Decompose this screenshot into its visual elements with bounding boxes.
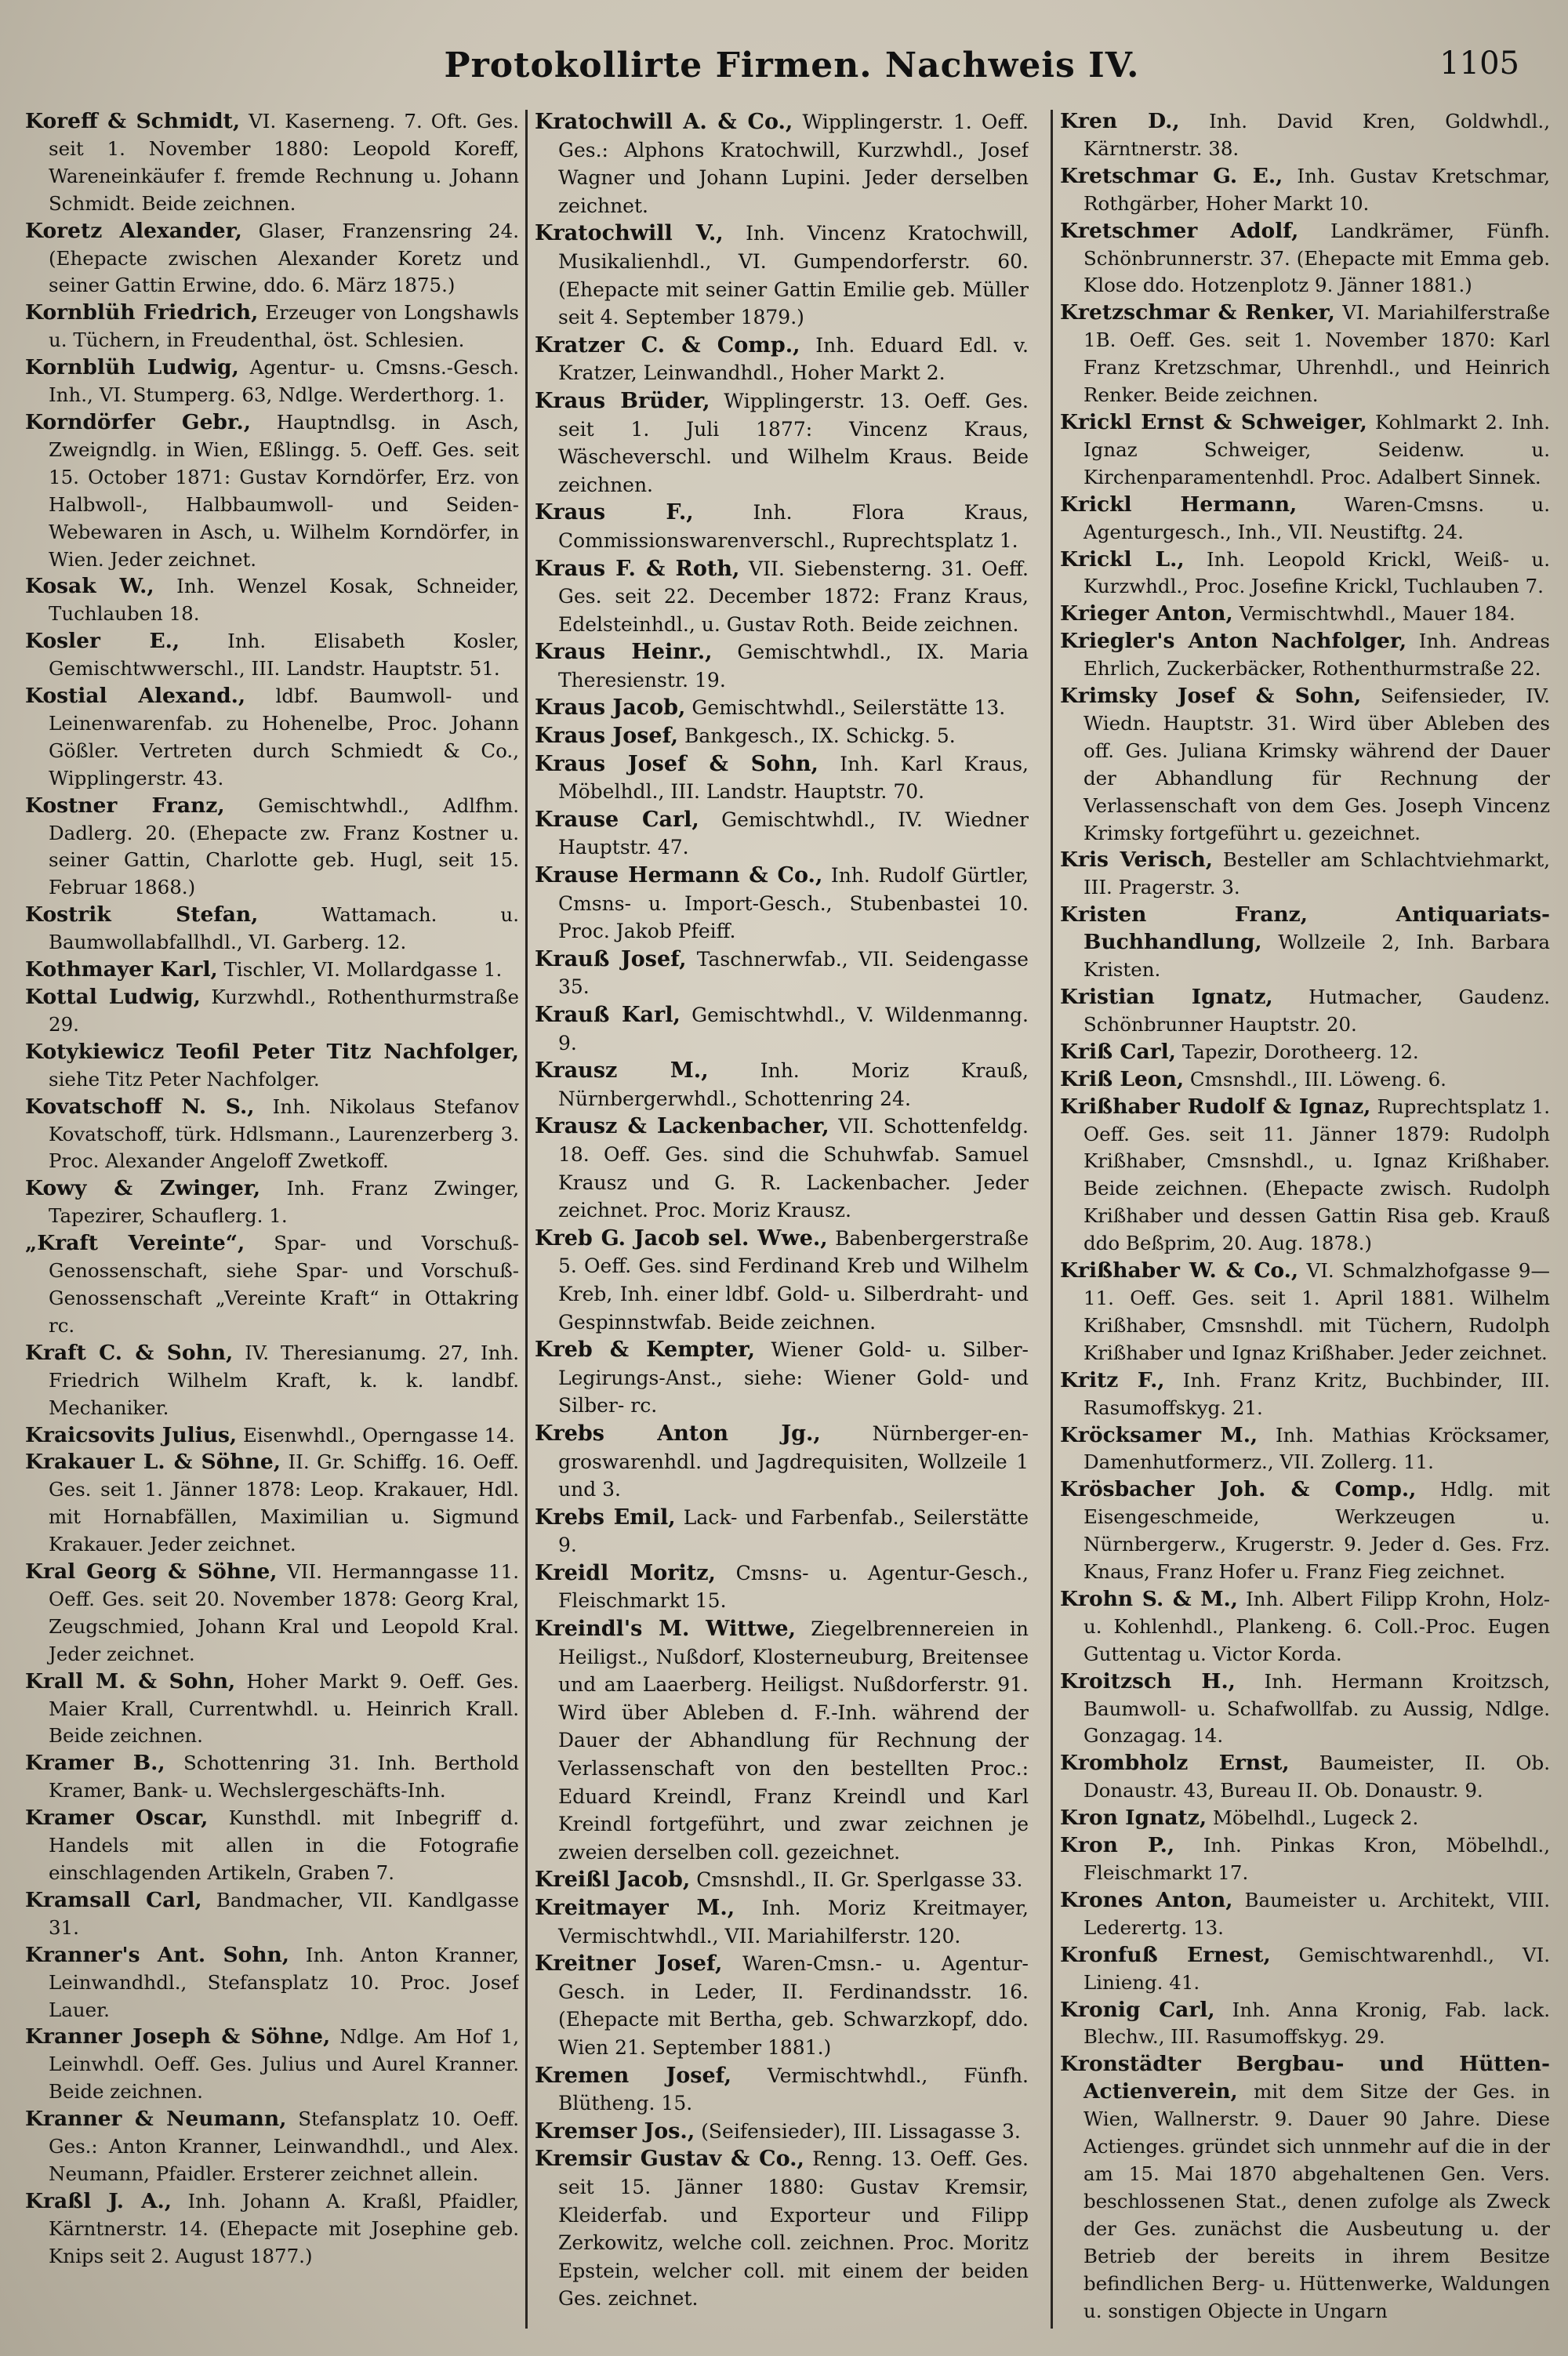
firm-name: Kovatschoff N. S., xyxy=(25,1094,255,1119)
firm-name: Kriß Carl, xyxy=(1060,1039,1176,1064)
firm-name: Krißhaber W. & Co., xyxy=(1060,1258,1299,1283)
firm-name: Kratzer C. & Comp., xyxy=(535,332,800,358)
directory-entry xyxy=(1060,1887,1550,1942)
entry-text: Taschnerwfab., VII. Seidengasse 35. xyxy=(558,947,1029,999)
entry-text: Inh. Wenzel Kosak, Schneider, Tuchlauben 18. xyxy=(49,575,519,626)
directory-entry xyxy=(535,1225,1029,1336)
directory-entry xyxy=(535,387,1029,499)
entry-text: Gemischtwhdl., IV. Wiedner Hauptstr. 47. xyxy=(558,808,1029,859)
page-title: Protokollirte Firmen. Nachweis IV. xyxy=(444,45,1140,85)
entry-text: Ruprechtsplatz 1. Oeff. Ges. seit 11. Jänner 1879: Rudolph Krißhaber, Cmsnshdl., u. Ignaz Krißhaber. Beide zeichnen. (Ehepacte zwisch. Rudolph Krißhaber und dessen Gattin Risa geb. Krauß ddo Beßprim, 20. Aug. 1878.) xyxy=(1083,1095,1550,1255)
directory-entry xyxy=(535,108,1029,220)
directory-entry xyxy=(535,2145,1029,2313)
firm-name: Krickl Ernst & Schweiger, xyxy=(1060,409,1367,434)
directory-entry xyxy=(25,2106,519,2188)
firm-name: Kraus Heinr., xyxy=(535,640,713,665)
entry-text: VII. Siebensterng. 31. Oeff. Ges. seit 22. December 1872: Franz Kraus, Edelsteinhdl., u. Gustav Roth. Beide zeichnen. xyxy=(558,557,1029,636)
firm-name: Kramsall Carl, xyxy=(25,1887,202,1912)
directory-entry xyxy=(1060,1039,1550,1066)
directory-entry xyxy=(25,1340,519,1422)
firm-name: Kraft C. & Sohn, xyxy=(25,1340,234,1365)
firm-name: Kramer Oscar, xyxy=(25,1806,209,1831)
firm-name: Kral Georg & Söhne, xyxy=(25,1559,278,1585)
entry-text: Cmsns- u. Agentur-Gesch., Fleischmarkt 15. xyxy=(558,1561,1029,1613)
page-header xyxy=(0,45,1568,100)
entry-text: Inh. Vincenz Kratochwill, Musikalienhdl., VI. Gumpendorferstr. 60. (Ehepacte mit seiner Gattin Emilie geb. Müller seit 4. September 1879.) xyxy=(558,222,1029,329)
firm-name: Kretzschmar & Renker, xyxy=(1060,300,1335,325)
firm-name: Kristen Franz, Antiquariats-Buchhandlung, xyxy=(1060,902,1550,955)
directory-entry xyxy=(25,108,519,218)
entry-text: Hdlg. mit Eisengeschmeide, Werkzeugen u. Nürnbergerw., Krugerstr. 9. Jeder d. Ges. Frz. Knaus, Franz Hofer u. Franz Fieg zeichnet. xyxy=(1083,1478,1550,1584)
directory-entry xyxy=(1060,1094,1550,1258)
directory-entry xyxy=(25,1230,519,1340)
directory-entry xyxy=(535,220,1029,331)
firm-name: Kotykiewicz Teofil Peter Titz Nachfolger, xyxy=(25,1039,519,1064)
entry-text: Wiener Gold- u. Silber-Legirungs-Anst., siehe: Wiener Gold- und Silber- rc. xyxy=(558,1338,1029,1418)
firm-name: Krimsky Josef & Sohn, xyxy=(1060,684,1362,709)
entry-text: Vermischtwhdl., Mauer 184. xyxy=(1232,602,1515,626)
directory-entry xyxy=(535,1113,1029,1224)
directory-entry xyxy=(1060,163,1550,218)
entry-text: Tischler, VI. Mollardgasse 1. xyxy=(217,958,503,982)
entry-text: II. Gr. Schiffg. 16. Oeff. Ges. seit 1. Jänner 1878: Leop. Krakauer, Hdl. mit Hornabfällen, Maximilian u. Sigmund Krakauer. Jeder zeichnet. xyxy=(49,1450,519,1556)
firm-name: Kranner & Neumann, xyxy=(25,2107,287,2132)
directory-entry xyxy=(535,555,1029,639)
firm-name: Kron P., xyxy=(1060,1833,1175,1858)
directory-entry xyxy=(1060,1422,1550,1477)
directory-entry xyxy=(1060,1586,1550,1668)
directory-entry xyxy=(25,957,519,984)
entry-text: Inh. David Kren, Goldwhdl., Kärntnerstr. 38. xyxy=(1083,110,1550,160)
firm-name: Kritz F., xyxy=(1060,1367,1165,1392)
entry-text: Landkrämer, Fünfh. Schönbrunnerstr. 37. (Ehepacte mit Emma geb. Klose ddo. Hotzenplotz 9. Jänner 1881.) xyxy=(1083,219,1550,297)
directory-entry xyxy=(25,409,519,573)
firm-name: Kronstädter Bergbau- und Hütten-Actienverein, xyxy=(1060,2052,1550,2104)
firm-name: Kraus F. & Roth, xyxy=(535,556,740,581)
entry-text: Gemischtwhdl., V. Wildenmanng. 9. xyxy=(558,1004,1029,1055)
directory-entry xyxy=(535,2062,1029,2118)
firm-name: Krausz M., xyxy=(535,1058,709,1084)
entry-text: VI. Schmalzhofgasse 9—11. Oeff. Ges. seit 1. April 1881. Wilhelm Krißhaber, Cmsnshdl. mit Tüchern, Rudolph Krißhaber und Ignaz Krißhaber. Jeder zeichnet. xyxy=(1083,1259,1550,1364)
firm-name: Kren D., xyxy=(1060,109,1180,133)
entry-text: Waren-Cmsns. u. Agenturgesch., Inh., VII. Neustiftg. 24. xyxy=(1083,492,1550,543)
entry-text: Tapezir, Dorotheerg. 12. xyxy=(1175,1040,1419,1063)
entry-text: Inh. Gustav Kretschmar, Rothgärber, Hoher Markt 10. xyxy=(1083,164,1550,215)
entry-text: Baumeister u. Architekt, VIII. Lederertg. 13. xyxy=(1083,1888,1550,1939)
firm-name: Kreb & Kempter, xyxy=(535,1338,755,1363)
entry-text: Nürnberger-en-groswarenhdl. und Jagdrequisiten, Wollzeile 1 und 3. xyxy=(558,1421,1029,1501)
firm-name: Kröcksamer M., xyxy=(1060,1422,1258,1447)
firm-name: Kris Verisch, xyxy=(1060,848,1213,873)
firm-name: Kriß Leon, xyxy=(1060,1066,1185,1091)
entry-text: Cmsnshdl., II. Gr. Sperlgasse 33. xyxy=(690,1868,1023,1892)
entry-text: Gemischtwarenhdl., VI. Linieng. 41. xyxy=(1083,1943,1550,1994)
firm-name: Kraßl J. A., xyxy=(25,2188,172,2213)
entry-text: Inh. Elisabeth Kosler, Gemischtwwerschl., III. Landstr. Hauptstr. 51. xyxy=(49,630,519,681)
directory-entry xyxy=(535,499,1029,554)
entry-text: Stefansplatz 10. Oeff. Ges.: Anton Kranner, Leinwandhdl., und Alex. Neumann, Pfaidler. Ersterer zeichnet allein. xyxy=(49,2107,519,2185)
firm-name: Krickl L., xyxy=(1060,546,1185,572)
directory-entry xyxy=(535,332,1029,387)
firm-name: Kosak W., xyxy=(25,574,154,599)
directory-entry xyxy=(535,1504,1029,1559)
directory-entry xyxy=(1060,902,1550,984)
firm-name: Krebs Emil, xyxy=(535,1505,676,1530)
entry-text: Besteller am Schlachtviehmarkt, III. Pragerstr. 3. xyxy=(1083,848,1550,899)
directory-entry xyxy=(25,2024,519,2106)
directory-entry xyxy=(25,2188,519,2271)
directory-entry xyxy=(535,1420,1029,1504)
firm-name: Krauß Josef, xyxy=(535,946,687,971)
entry-text: Babenbergerstraße 5. Oeff. Ges. sind Ferdinand Kreb und Wilhelm Kreb, Inh. einer ldbf. Gold- u. Silberdraht- und Gespinnstwfab. Beide zeichnen. xyxy=(558,1226,1029,1334)
directory-entry xyxy=(1060,847,1550,902)
entry-text: VI. Mariahilferstraße 1B. Oeff. Ges. seit 1. November 1870: Karl Franz Kretzschmar, Uhrenhdl., und Heinrich Renker. Beide zeichnen. xyxy=(1083,301,1550,407)
directory-entry xyxy=(25,1559,519,1668)
directory-entry xyxy=(25,354,519,409)
directory-entry xyxy=(535,750,1029,806)
column-middle xyxy=(535,108,1029,2335)
firm-name: Kreb G. Jacob sel. Wwe., xyxy=(535,1225,828,1251)
firm-name: Kranner Joseph & Söhne, xyxy=(25,2024,331,2049)
entry-text: Waren-Cmsn.- u. Agentur-Gesch. in Leder, II. Ferdinandsstr. 16. (Ehepacte mit Bertha, geb. Schwarzkopf, ddo. Wien 21. September 1881.) xyxy=(558,1952,1029,2059)
firm-name: Krausz & Lackenbacher, xyxy=(535,1114,829,1139)
entry-text: Schottenring 31. Inh. Berthold Kramer, Bank- u. Wechslergeschäfts-Inh. xyxy=(49,1752,519,1802)
firm-name: Krauß Karl, xyxy=(535,1003,681,1027)
entry-text: Inh. Moriz Kreitmayer, Vermischtwhdl., VII. Mariahilferstr. 120. xyxy=(558,1897,1029,1948)
firm-name: Kowy & Zwinger, xyxy=(25,1176,261,1201)
entry-text: Gemischtwhdl., IX. Maria Theresienstr. 19. xyxy=(558,641,1029,692)
entry-text: Spar- und Vorschuß-Genossenschaft, siehe Spar- und Vorschuß-Genossenschaft „Vereinte Kraft“ in Ottakring rc. xyxy=(49,1232,519,1337)
page-number: 1105 xyxy=(1439,45,1519,82)
directory-entry xyxy=(25,1422,519,1450)
directory-entry xyxy=(535,1894,1029,1950)
firm-name: Krause Carl, xyxy=(535,807,699,832)
firm-name: Kostner Franz, xyxy=(25,793,225,818)
directory-entry xyxy=(1060,1997,1550,2052)
entry-text: Lack- und Farbenfab., Seilerstätte 9. xyxy=(558,1505,1029,1557)
column-divider xyxy=(1051,110,1053,2329)
firm-name: Kreidl Moritz, xyxy=(535,1560,716,1585)
directory-entry xyxy=(1060,2051,1550,2325)
entry-text: Baumeister, II. Ob. Donaustr. 43, Bureau II. Ob. Donaustr. 9. xyxy=(1083,1752,1550,1802)
directory-entry xyxy=(25,299,519,354)
firm-name: Kraus Brüder, xyxy=(535,388,710,413)
entry-text: Inh. Hermann Kroitzsch, Baumwoll- u. Schafwollfab. zu Aussig, Ndlge. Gonzagag. 14. xyxy=(1083,1669,1550,1748)
entry-text: Hutmacher, Gaudenz. Schönbrunner Hauptstr. 20. xyxy=(1083,986,1550,1036)
entry-text: Möbelhdl., Lugeck 2. xyxy=(1207,1806,1419,1830)
firm-name: Krombholz Ernst, xyxy=(1060,1751,1290,1776)
directory-entry xyxy=(1060,492,1550,546)
directory-entry xyxy=(1060,683,1550,847)
firm-name: Krickl Hermann, xyxy=(1060,492,1298,517)
entry-text: Gemischtwhdl., Seilerstätte 13. xyxy=(685,696,1006,720)
entry-text: Inh. Rudolf Gürtler, Cmsns- u. Import-Gesch., Stubenbastei 10. Proc. Jakob Pfeiff. xyxy=(558,864,1029,943)
firm-name: Koretz Alexander, xyxy=(25,218,242,243)
directory-entry xyxy=(1060,1476,1550,1586)
firm-name: Kornblüh Ludwig, xyxy=(25,355,239,380)
entry-text: Wattamach. u. Baumwollabfallhdl., VI. Garberg. 12. xyxy=(49,903,519,954)
directory-entry xyxy=(25,1668,519,1751)
firm-name: Krißhaber Rudolf & Ignaz, xyxy=(1060,1094,1371,1119)
entry-text: siehe Titz Peter Nachfolger. xyxy=(49,1067,320,1091)
entry-text: Inh. Franz Zwinger, Tapezirer, Schauflerg. 1. xyxy=(49,1177,519,1228)
directory-entry xyxy=(25,984,519,1039)
directory-entry xyxy=(25,628,519,683)
entry-text: Ziegelbrennereien in Heiligst., Nußdorf, Klosterneuburg, Breitensee und am Laaerberg. Heiligst. Nußdorferstr. 91. Wird über Ableben d. F.-Inh. während der Dauer der Abhandlung für Rechnung der Verlassenschaft von den bestellten Proc.: Eduard Kreindl, Franz Kreindl und Karl Kreindl fortgeführt, und zwar zeichnen je zweien derselben coll. gezeichnet. xyxy=(558,1617,1029,1864)
directory-entry xyxy=(25,1449,519,1559)
column-right xyxy=(1060,108,1550,2335)
firm-name: Krebs Anton Jg., xyxy=(535,1421,821,1446)
entry-text: Kurzwhdl., Rothenthurmstraße 29. xyxy=(49,986,519,1036)
directory-entry xyxy=(25,573,519,628)
firm-name: Krause Hermann & Co., xyxy=(535,863,823,888)
firm-name: Kraus Josef & Sohn, xyxy=(535,751,818,776)
directory-entry xyxy=(535,1615,1029,1866)
directory-entry xyxy=(25,1175,519,1230)
directory-entry xyxy=(1060,218,1550,300)
directory-entry xyxy=(25,218,519,300)
firm-name: Kriegler's Anton Nachfolger, xyxy=(1060,629,1407,654)
directory-entry xyxy=(25,902,519,957)
entry-text: Gemischtwhdl., Adlfhm. Dadlerg. 20. (Ehepacte zw. Franz Kostner u. seiner Gattin, Charlotte geb. Hugl, seit 15. Februar 1868.) xyxy=(49,793,519,899)
firm-name: Kronfuß Ernest, xyxy=(1060,1942,1271,1967)
firm-name: Kottal Ludwig, xyxy=(25,985,201,1009)
firm-name: Kraus Josef, xyxy=(535,724,679,749)
entry-text: Eisenwhdl., Operngasse 14. xyxy=(237,1423,515,1447)
entry-text: VII. Schottenfeldg. 18. Oeff. Ges. sind die Schuhwfab. Samuel Krausz und G. R. Lackenbacher. Jeder zeichnet. Proc. Moriz Krausz. xyxy=(558,1115,1029,1222)
firm-name: Kroitzsch H., xyxy=(1060,1668,1236,1693)
entry-text: Inh. Albert Filipp Krohn, Holz- u. Kohlenhdl., Plankeng. 6. Coll.-Proc. Eugen Guttentag u. Victor Korda. xyxy=(1083,1587,1550,1665)
firm-name: Kremser Jos., xyxy=(535,2118,695,2144)
column-left xyxy=(25,108,519,2335)
directory-entry xyxy=(535,722,1029,750)
entry-text: Cmsnshdl., III. Löweng. 6. xyxy=(1184,1067,1446,1091)
firm-name: Korndörfer Gebr., xyxy=(25,409,251,434)
firm-name: Kratochwill A. & Co., xyxy=(535,110,793,134)
directory-entry xyxy=(535,694,1029,722)
entry-text: Erzeuger von Longshawls u. Tüchern, in Freudenthal, öst. Schlesien. xyxy=(49,301,519,352)
firm-name: Krohn S. & M., xyxy=(1060,1586,1238,1611)
directory-entry xyxy=(25,1942,519,2024)
directory-entry xyxy=(25,1887,519,1942)
directory-entry xyxy=(1060,1367,1550,1422)
directory-entry xyxy=(535,638,1029,694)
firm-name: Kostial Alexand., xyxy=(25,684,246,709)
firm-name: Kretschmer Adolf, xyxy=(1060,218,1299,243)
firm-name: Krones Anton, xyxy=(1060,1887,1233,1912)
directory-entry xyxy=(535,862,1029,946)
firm-name: Kremen Josef, xyxy=(535,2063,732,2088)
firm-name: Kramer B., xyxy=(25,1751,165,1776)
directory-entry xyxy=(535,1559,1029,1615)
firm-name: Kreißl Jacob, xyxy=(535,1868,691,1893)
firm-name: Krieger Anton, xyxy=(1060,601,1233,626)
entry-text: Hoher Markt 9. Oeff. Ges. Maier Krall, Currentwhdl. u. Heinrich Krall. Beide zeichnen. xyxy=(49,1669,519,1748)
directory-entry xyxy=(1060,299,1550,409)
firm-name: Kraicsovits Julius, xyxy=(25,1422,238,1447)
firm-name: Kornblüh Friedrich, xyxy=(25,300,259,325)
directory-entry xyxy=(1060,984,1550,1039)
directory-entry xyxy=(1060,108,1550,163)
directory-entry xyxy=(25,1750,519,1805)
entry-text: Inh. Anton Kranner, Leinwandhdl., Stefansplatz 10. Proc. Josef Lauer. xyxy=(49,1943,519,2021)
directory-entry xyxy=(535,1950,1029,2061)
directory-entry xyxy=(25,793,519,902)
entry-text: Wipplingerstr. 1. Oeff. Ges.: Alphons Kratochwill, Kurzwhdl., Josef Wagner und Johann Lupini. Jeder derselben zeichnet. xyxy=(558,111,1029,217)
entry-text: (Seifensieder), III. Lissagasse 3. xyxy=(695,2119,1021,2143)
directory-entry xyxy=(1060,546,1550,601)
firm-name: Koreff & Schmidt, xyxy=(25,109,241,133)
firm-name: Kraus F., xyxy=(535,500,694,525)
firm-name: Krakauer L. & Söhne, xyxy=(25,1450,281,1475)
firm-name: Kothmayer Karl, xyxy=(25,957,218,982)
entry-text: Bandmacher, VII. Kandlgasse 31. xyxy=(49,1888,519,1939)
entry-text: Glaser, Franzensring 24. (Ehepacte zwischen Alexander Koretz und seiner Gattin Erwine, ddo. 6. März 1875.) xyxy=(49,219,519,297)
directory-entry xyxy=(1060,1832,1550,1887)
entry-text: Inh. Franz Kritz, Buchbinder, III. Rasumoffskyg. 21. xyxy=(1083,1368,1550,1419)
directory-entry xyxy=(25,1039,519,1094)
entry-text: Renng. 13. Oeff. Ges. seit 15. Jänner 1880: Gustav Kremsir, Kleiderfab. und Exporteur und Filipp Zerkowitz, welche coll. zeichnen. Proc. Moritz Epstein, welcher coll. mit einem der beiden Ges. zeichnet. xyxy=(558,2147,1029,2311)
directory-entry xyxy=(535,1001,1029,1057)
firm-name: Kreindl's M. Wittwe, xyxy=(535,1617,796,1642)
directory-entry xyxy=(1060,1258,1550,1367)
directory-entry xyxy=(1060,1668,1550,1751)
directory-entry xyxy=(1060,1066,1550,1094)
firm-name: „Kraft Vereinte“, xyxy=(25,1231,245,1256)
directory-entry xyxy=(1060,601,1550,628)
directory-entry xyxy=(25,683,519,793)
entry-text: Inh. Mathias Kröcksamer, Damenhutformerz., VII. Zollerg. 11. xyxy=(1083,1423,1550,1474)
entry-text: Ndlge. Am Hof 1, Leinwhdl. Oeff. Ges. Julius und Aurel Kranner. Beide zeichnen. xyxy=(49,2025,519,2104)
directory-entry xyxy=(1060,409,1550,492)
entry-text: Inh. Moriz Krauß, Nürnbergerwhdl., Schottenring 24. xyxy=(558,1059,1029,1110)
directory-entry xyxy=(535,806,1029,862)
entry-text: Inh. Andreas Ehrlich, Zuckerbäcker, Rothenthurmstraße 22. xyxy=(1083,630,1550,681)
column-divider xyxy=(525,110,528,2329)
entry-text: mit dem Sitze der Ges. in Wien, Wallnerstr. 9. Dauer 90 Jahre. Diese Actienges. gründet sich unnmehr auf die in der am 15. Mai 1870 abgehaltenen Gen. Vers. beschlossenen Stat., denen zufolge als Zweck der Ges. zunächst die Ausbeutung u. der Betrieb der bereits in ihrem Besitze befindlichen Berg- u. Hüttenwerke, Waldungen u. sonstigen Objecte in Ungarn xyxy=(1083,2080,1550,2322)
firm-name: Kreitmayer M., xyxy=(535,1896,735,1920)
firm-name: Kremsir Gustav & Co., xyxy=(535,2147,804,2172)
firm-name: Kosler E., xyxy=(25,629,180,654)
firm-name: Kostrik Stefan, xyxy=(25,902,259,928)
entry-text: Inh. Flora Kraus, Commissionswarenverschl., Ruprechtsplatz 1. xyxy=(558,501,1029,552)
entry-text: IV. Theresianumg. 27, Inh. Friedrich Wilhelm Kraft, k. k. landbf. Mechaniker. xyxy=(49,1341,519,1419)
directory-entry xyxy=(25,1094,519,1176)
entry-text: Seifensieder, IV. Wiedn. Hauptstr. 31. Wird über Ableben des off. Ges. Juliana Krimsky während der Dauer der Abhandlung für Rechnung der Verlassenschaft von dem Ges. Joseph Vincenz Krimsky fortgeführt u. gezeichnet. xyxy=(1083,684,1550,844)
entry-text: Kohlmarkt 2. Inh. Ignaz Schweiger, Seidenw. u. Kirchenparamentenhdl. Proc. Adalbert Sinnek. xyxy=(1083,410,1550,488)
directory-entry xyxy=(1060,1805,1550,1832)
entry-text: Hauptndlsg. in Asch, Zweigndlg. in Wien, Eßlingg. 5. Oeff. Ges. seit 15. October 1871: Gustav Korndörfer, Erz. von Halbwoll-, Halbbaumwoll- und Seiden-Webewaren in Asch, u. Wilhelm Korndörfer, in Wien. Jeder zeichnet. xyxy=(49,410,519,571)
directory-entry xyxy=(535,1057,1029,1113)
entry-text: VI. Kaserneng. 7. Oft. Ges. seit 1. November 1880: Leopold Koreff, Wareneinkäufer f. fremde Rechnung u. Johann Schmidt. Beide zeichnen. xyxy=(49,110,519,215)
entry-text: Wollzeile 2, Inh. Barbara Kristen. xyxy=(1083,931,1550,982)
firm-name: Kraus Jacob, xyxy=(535,695,686,721)
entry-text: Inh. Leopold Krickl, Weiß- u. Kurzwhdl., Proc. Josefine Krickl, Tuchlauben 7. xyxy=(1083,547,1550,598)
directory-entry xyxy=(1060,1750,1550,1805)
firm-name: Kretschmar G. E., xyxy=(1060,163,1283,188)
directory-entry xyxy=(1060,628,1550,683)
directory-entry xyxy=(535,1866,1029,1894)
directory-entry xyxy=(535,946,1029,1001)
entry-text: Inh. Johann A. Kraßl, Pfaidler, Kärntnerstr. 14. (Ehepacte mit Josephine geb. Knips seit 2. August 1877.) xyxy=(49,2189,519,2267)
entry-text: Inh. Karl Kraus, Möbelhdl., III. Landstr. Hauptstr. 70. xyxy=(558,752,1029,804)
firm-name: Krall M. & Sohn, xyxy=(25,1668,236,1693)
entry-text: Wipplingerstr. 13. Oeff. Ges. seit 1. Juli 1877: Vincenz Kraus, Wäscheverschl. und Wilhelm Kraus. Beide zeichnen. xyxy=(558,389,1029,496)
entry-text: Inh. Nikolaus Stefanov Kovatschoff, türk. Hdlsmann., Laurenzerberg 3. Proc. Alexander Angeloff Zwetkoff. xyxy=(49,1095,519,1173)
entry-text: ldbf. Baumwoll- und Leinenwarenfab. zu Hohenelbe, Proc. Johann Gößler. Vertreten durch Schmiedt & Co., Wipplingerstr. 43. xyxy=(49,684,519,790)
directory-entry xyxy=(535,1336,1029,1420)
entry-text: Kunsthdl. mit Inbegriff d. Handels mit allen in die Fotografie einschlagenden Artikeln, Graben 7. xyxy=(49,1806,519,1884)
entry-text: Inh. Anna Kronig, Fab. lack. Blechw., III. Rasumoffskyg. 29. xyxy=(1083,1998,1550,2049)
entry-text: Bankgesch., IX. Schickg. 5. xyxy=(678,724,956,748)
entry-text: Vermischtwhdl., Fünfh. Blütheng. 15. xyxy=(558,2064,1029,2115)
directory-entry xyxy=(25,1805,519,1887)
firm-name: Kristian Ignatz, xyxy=(1060,985,1273,1009)
firm-name: Kronig Carl, xyxy=(1060,1997,1215,2022)
firm-name: Kron Ignatz, xyxy=(1060,1806,1207,1831)
firm-name: Kranner's Ant. Sohn, xyxy=(25,1942,290,1967)
entry-text: VII. Hermanngasse 11. Oeff. Ges. seit 20. November 1878: Georg Kral, Zeugschmied, Johann Kral und Leopold Kral. Jeder zeichnet. xyxy=(49,1560,519,1665)
entry-text: Agentur- u. Cmsns.-Gesch. Inh., VI. Stumperg. 63, Ndlge. Werderthorg. 1. xyxy=(49,356,519,407)
directory-entry xyxy=(535,2118,1029,2146)
firm-name: Kratochwill V., xyxy=(535,221,724,246)
directory-entry xyxy=(1060,1942,1550,1997)
entry-text: Inh. Pinkas Kron, Möbelhdl., Fleischmarkt 17. xyxy=(1083,1834,1550,1884)
entry-text: Inh. Eduard Edl. v. Kratzer, Leinwandhdl., Hoher Markt 2. xyxy=(558,333,1029,385)
firm-name: Kreitner Josef, xyxy=(535,1951,723,1977)
firm-name: Krösbacher Joh. & Comp., xyxy=(1060,1477,1417,1502)
